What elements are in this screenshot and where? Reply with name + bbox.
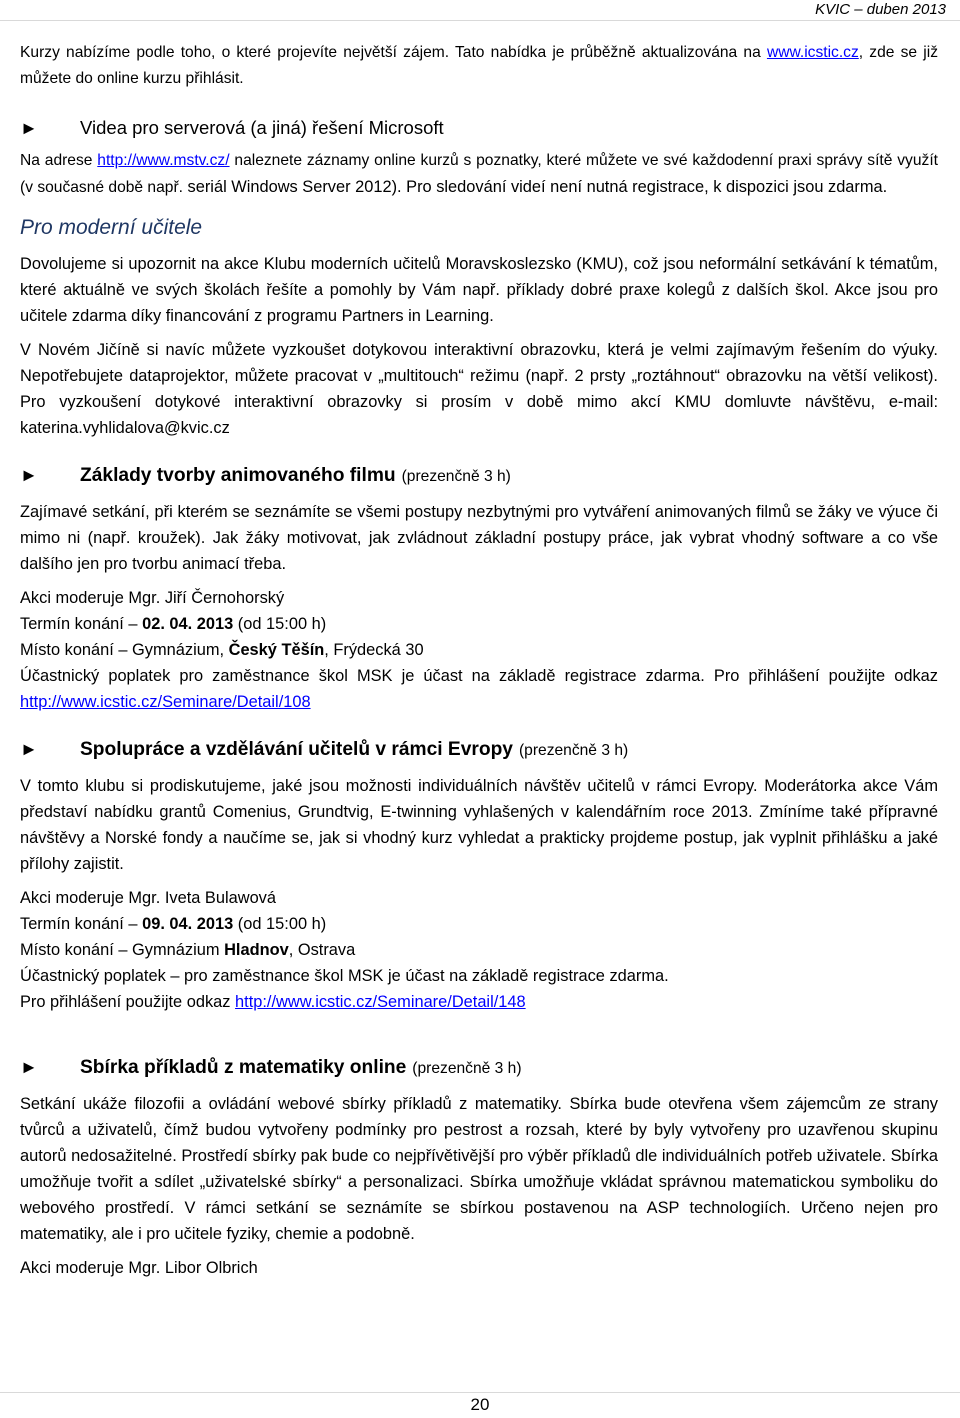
europe-fee: Účastnický poplatek – pro zaměstnance škol MSK je účast na základě registrace zdarma. [20, 967, 669, 985]
date-value: 09. 04. 2013 [142, 915, 234, 933]
page-number: 20 [470, 1395, 490, 1414]
europe-date [20, 911, 938, 937]
europe-title: Spolupráce a vzdělávání učitelů v rámci Evropy [80, 739, 513, 760]
microsoft-text-a: Na adrese [20, 152, 98, 169]
europe-heading [20, 735, 938, 765]
date-time: (od 15:00 h) [233, 615, 327, 633]
footer-divider [0, 1392, 960, 1393]
microsoft-paragraph [20, 148, 938, 201]
date-value: 02. 04. 2013 [142, 615, 234, 633]
animation-description: Zajímavé setkání, při kterém se seznámíte se všemi postupy nezbytnými pro vytváření animovaných filmů se žáky ve výuce či mimo ni (např. kroužek). Jak žáky motivovat, jak zvládnout základní postupy práce, jak vybrat vhodný software a co vše dalšího jen pro tvorbu animací třeba. [20, 503, 938, 573]
europe-signup [20, 989, 938, 1015]
place-label: Místo konání – Gymnázium [20, 941, 225, 959]
place-city: Hladnov [224, 941, 289, 959]
animation-signup-link[interactable]: http://www.icstic.cz/Seminare/Detail/108 [20, 693, 311, 711]
arrow-icon: ► [20, 739, 38, 759]
animation-date [20, 611, 938, 637]
signup-text: Pro přihlášení použijte odkaz [20, 993, 236, 1011]
teachers-paragraph-2: V Novém Jičíně si navíc můžete vyzkoušet dotykovou interaktivní obrazovku, která je velmi zajímavým řešením do výuky. Nepotřebujete dataprojektor, můžete pracovat v „multitouch“ režimu (např. 2 prsty „roztáhnout“ obrazovku na větší velikost). Pro vyzkoušení dotykové interaktivní obrazovky si prosím v době mimo akcí KMU domluvte návštěvu, e-mail: katerina.vyhlidalova@kvic.cz [20, 341, 938, 437]
page-content [20, 40, 938, 1281]
header-divider [0, 20, 960, 21]
fee-text: Účastnický poplatek pro zaměstnance škol MSK je účast na základě registrace zdarma. Pro přihlášení použijte odkaz [20, 667, 938, 685]
math-moderator: Akci moderuje Mgr. Libor Olbrich [20, 1259, 258, 1277]
animation-fee [20, 663, 938, 715]
date-label: Termín konání – [20, 615, 143, 633]
microsoft-text-c: seriál Windows Server 2012). Pro sledování videí není nutná registrace, k dispozici jsou zdarma. [182, 178, 888, 196]
intro-paragraph [20, 40, 938, 92]
mstv-link[interactable]: http://www.mstv.cz/ [97, 152, 230, 169]
europe-moderator: Akci moderuje Mgr. Iveta Bulawová [20, 889, 276, 907]
math-title: Sbírka příkladů z matematiky online [80, 1057, 407, 1078]
teachers-paragraph-1: Dovolujeme si upozornit na akce Klubu moderních učitelů Moravskoslezsko (KMU), což jsou neformální setkávání k tématům, které aktuálně ve svých školách řešíte a pomohly by Vám např. příklady dobré praxe kolegů z dalších škol. Akce jsou pro učitele zdarma díky financování z programu Partners in Learning. [20, 255, 938, 325]
date-time: (od 15:00 h) [233, 915, 327, 933]
animation-note: (prezenčně 3 h) [401, 468, 511, 485]
place-city: Český Těšín [228, 641, 325, 659]
animation-moderator: Akci moderuje Mgr. Jiří Černohorský [20, 589, 285, 607]
teachers-title: Pro moderní učitele [20, 216, 203, 239]
microsoft-heading [20, 114, 938, 142]
math-description: Setkání ukáže filozofii a ovládání webové sbírky příkladů z matematiky. Sbírka bude otevřena všem zájemcům ze strany tvůrců a uživatelů, čímž budou vytvořeny podmínky pro pestrost a rozsah, které by byly vytvořeny pro uzavřenou skupinu autorů nedosažitelné. Prostředí sbírky pak bude co nejpřívětivější pro výběr příkladů dle individuálních potřeb uživatele. Sbírka umožňuje tvořit a sdílet „uživatelské sbírky“ a personalizaci. Sbírka umožňuje vkládat správnou matematickou symboliku do webového prostředí. V rámci setkání se seznámíte se sbírkou postavenou na ASP technologiích. Určeno nejen pro matematiky, ale i pro učitele fyziky, chemie a podobně. [20, 1095, 938, 1243]
place-label: Místo konání – Gymnázium, [20, 641, 229, 659]
microsoft-title: Videa pro serverová (a jiná) řešení Microsoft [80, 117, 444, 138]
animation-title: Základy tvorby animovaného filmu [80, 465, 396, 486]
animation-heading [20, 461, 938, 491]
microsoft-text-b: naleznete záznamy online kurzů s poznatky, které můžete ve své každodenní praxi správy sítě využít (v současné době např. [20, 152, 938, 196]
math-note: (prezenčně 3 h) [412, 1060, 522, 1077]
europe-note: (prezenčně 3 h) [518, 742, 629, 759]
running-header: KVIC – duben 2013 [815, 1, 946, 18]
animation-place [20, 637, 938, 663]
intro-text-b: , zde se již můžete do online kurzu přihlásit. [20, 44, 938, 87]
arrow-icon: ► [20, 118, 38, 138]
intro-text-a: Kurzy nabízíme podle toho, o které projevíte největší zájem. Tato nabídka je průběžně aktualizována na [20, 44, 767, 61]
arrow-icon: ► [20, 1057, 38, 1077]
europe-description: V tomto klubu si prodiskutujeme, jaké jsou možnosti individuálních návštěv učitelů v rámci Evropy. Moderátorka akce Vám představí nabídku grantů Comenius, Grundtvig, E-twinning vyhlašených v kalendářním roce 2013. Zmíníme také přípravné návštěvy a Norské fondy a naučíme se, jak si vhodný kurz vyhledat a prakticky projdeme postup, jak vyplnit přihlášku a jaké přílohy zajistit. [20, 777, 938, 873]
place-rest: , Frýdecká 30 [324, 641, 424, 659]
arrow-icon: ► [20, 465, 38, 485]
icstic-link[interactable]: www.icstic.cz [766, 44, 859, 61]
math-heading [20, 1053, 938, 1083]
europe-place [20, 937, 938, 963]
place-rest: , Ostrava [288, 941, 356, 959]
date-label: Termín konání – [20, 915, 143, 933]
europe-signup-link[interactable]: http://www.icstic.cz/Seminare/Detail/148 [235, 993, 526, 1011]
